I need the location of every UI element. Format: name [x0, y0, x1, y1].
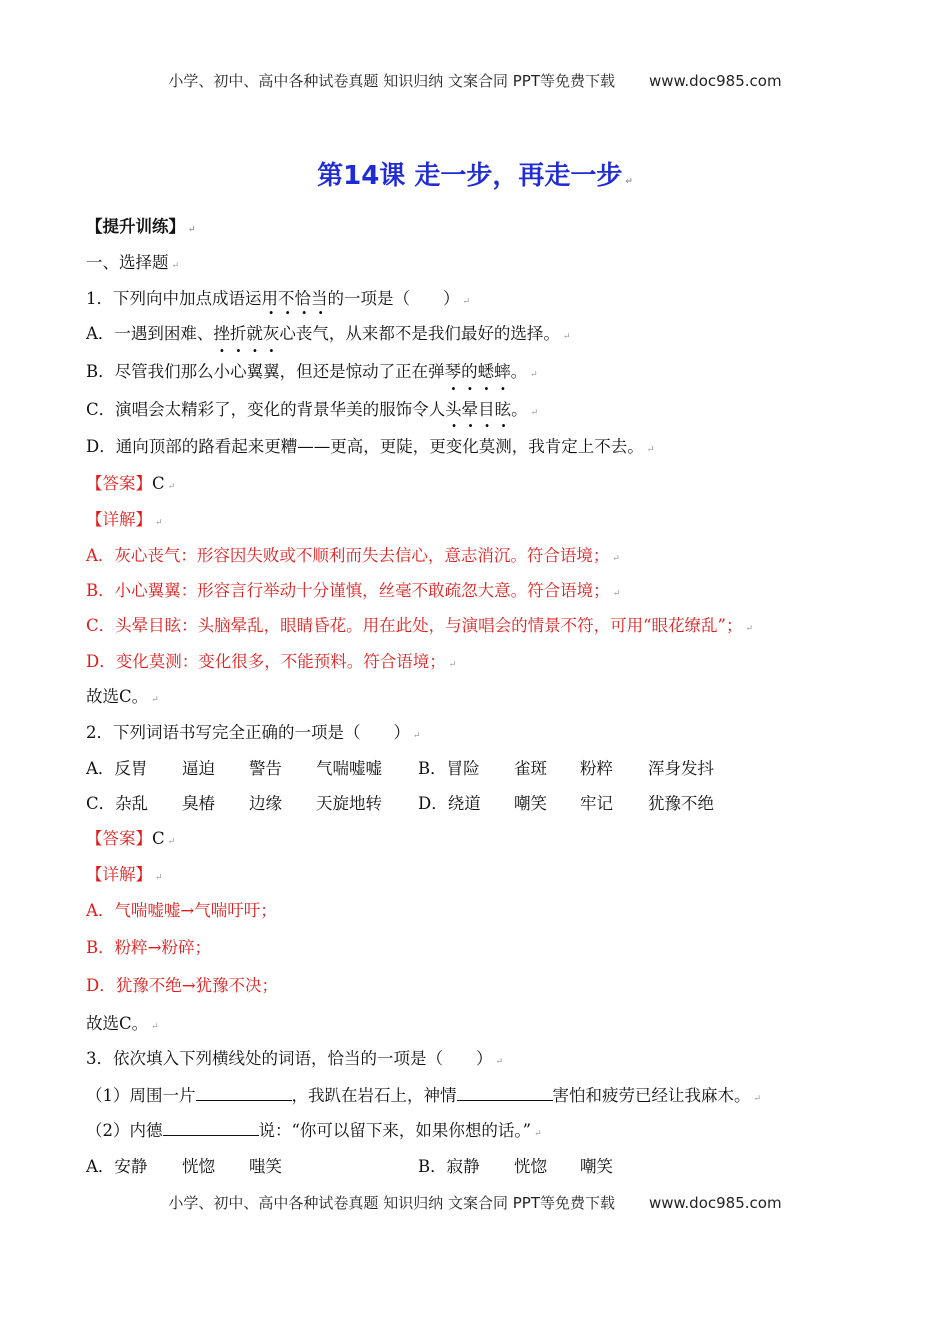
q2-stem-text: 2．下列词语书写完全正确的一项是（ ） — [86, 723, 410, 742]
q3-stem-text: 3．依次填入下列横线处的词语，恰当的一项是（ ） — [86, 1049, 493, 1068]
dotted-char: 心 — [279, 324, 296, 343]
q1-option-c: C．演唱会太精彩了，变化的背景华美的服饰令人头晕目眩。 ↵ — [86, 396, 538, 420]
q2-detail-d — [86, 972, 278, 996]
q1-c-pre: C．演唱会太精彩了，变化的背景华美的服饰令人 — [86, 400, 446, 419]
q1-a-pre: A．一遇到困难、挫折就 — [86, 324, 263, 343]
q2-option-word: 犹豫不绝 — [648, 794, 714, 813]
q3-option-word: 嗤笑 — [249, 1157, 282, 1176]
detail-label-text: 【详解】 — [86, 865, 152, 884]
answer-value: C — [152, 474, 165, 493]
q1-d-pre: D．通向顶部的路看起来更糟——更高，更陡，更 — [86, 437, 446, 456]
part-heading-text: 一、选择题 — [86, 253, 169, 272]
dotted-char: 心 — [230, 362, 247, 381]
dotted-char: 翼 — [246, 362, 264, 381]
detail-text: D．犹豫不绝→犹豫不决； — [86, 976, 279, 995]
detail-label-text: 【详解】 — [86, 510, 152, 529]
dotted-char: 目 — [478, 400, 495, 419]
q2-option-word: 雀斑 — [514, 759, 547, 778]
header-text: 小学、初中、高中各种试卷真题 知识归纳 文案合同 PPT等免费下载 — [168, 72, 615, 90]
detail-text: A．灰心丧气：形容因失败或不顺利而失去信心，意志消沉。符合语境； — [86, 546, 610, 565]
dotted-char: 翼 — [263, 362, 280, 381]
section-heading-text: 【提升训练】 — [86, 217, 185, 236]
q2-option-word: A．反胃 — [86, 759, 148, 778]
dotted-char: 气 — [312, 324, 329, 343]
q3-s1-part: ，我趴在岩石上，神情 — [291, 1086, 457, 1105]
q2-options-row2 — [86, 790, 726, 812]
q2-option-word: D．绕道 — [418, 794, 481, 813]
q2-stem: 2．下列词语书写完全正确的一项是（ ） ↵ — [86, 723, 421, 742]
fill-blank — [163, 1121, 259, 1136]
q2-option-word: 气喘嘘嘘 — [316, 759, 382, 778]
q3-stem: 3．依次填入下列横线处的词语，恰当的一项是（ ） ↵ — [86, 1049, 504, 1068]
q2-detail-label: 【详解】 ↵ — [86, 865, 163, 884]
q2-option-word: 天旋地转 — [316, 794, 382, 813]
q3-option-word: 嘲笑 — [580, 1157, 613, 1176]
q1-stem-text: 1．下列向中加点成语运用不恰当的一项是（ ） — [86, 289, 460, 308]
dotted-char: 莫 — [478, 437, 496, 456]
lesson-title-text: 第14课 走一步，再走一步 — [317, 161, 623, 191]
q3-s2-part: （2）内德 — [86, 1121, 163, 1140]
q1-option-d: D．通向顶部的路看起来更糟——更高，更陡，更变化莫测，我肯定上不去。 ↵ — [86, 433, 654, 457]
answer-label: 【答案】 — [86, 829, 152, 848]
dotted-char: 丧 — [295, 324, 313, 343]
detail-text: A．气喘嘘嘘→气喘吁吁； — [86, 901, 277, 920]
q3-s1-part: （1）周围一片 — [86, 1086, 196, 1105]
q2-option-word: 逼迫 — [182, 759, 215, 778]
q2-detail-b — [86, 934, 211, 958]
q2-option-word: 粉粹 — [580, 759, 613, 778]
q3-option-word: B．寂静 — [418, 1157, 480, 1176]
q2-options-row1 — [86, 755, 726, 777]
q2-conclusion: 故选C。 ↵ — [86, 1014, 159, 1033]
q1-conclusion: 故选C。 ↵ — [86, 687, 159, 706]
q3-s1-part: 害怕和疲劳已经让我麻木。 — [552, 1086, 751, 1105]
dotted-char: 变 — [445, 437, 463, 456]
q1-d-post: ，我肯定上不去。 — [511, 437, 644, 456]
answer-value: C — [152, 829, 165, 848]
q2-option-word: 浑身发抖 — [648, 759, 714, 778]
q1-option-a: A．一遇到困难、挫折就灰心丧气，从来都不是我们最好的选择。 ↵ — [86, 320, 570, 344]
q1-stem: 1．下列向中加点成语运用不恰当的一项是（ ） ↵ — [86, 289, 471, 308]
part-heading: 一、选择题 ↵ — [86, 253, 180, 272]
detail-text: B．小心翼翼：形容言行举动十分谨慎，丝毫不敢疏忽大意。符合语境； — [86, 581, 610, 600]
answer-label: 【答案】 — [86, 474, 152, 493]
q1-answer: 【答案】C ↵ — [86, 474, 176, 493]
detail-text: C．头晕目眩：头脑晕乱，眼睛昏花。用在此处，与演唱会的情景不符，可用“眼花缭乱”； — [86, 616, 743, 635]
dotted-char: 头 — [445, 400, 462, 419]
dotted-char: 化 — [462, 437, 479, 456]
q1-detail-b: B．小心翼翼：形容言行举动十分谨慎，丝毫不敢疏忽大意。符合语境； ↵ — [86, 581, 621, 600]
header-site-link[interactable]: www.doc985.com — [648, 72, 782, 90]
dotted-char: 灰 — [262, 324, 280, 343]
q1-detail-d: D．变化莫测：变化很多，不能预料。符合语境； ↵ — [86, 652, 457, 671]
q3-option-word: 恍惚 — [182, 1157, 215, 1176]
page-header — [0, 70, 950, 91]
detail-text: B．粉粹→粉碎； — [86, 938, 211, 957]
fill-blank — [457, 1086, 553, 1101]
q1-detail-c: C．头晕目眩：头脑晕乱，眼睛昏花。用在此处，与演唱会的情景不符，可用“眼花缭乱”； ↵ — [86, 616, 754, 635]
q1-detail-a: A．灰心丧气：形容因失败或不顺利而失去信心，意志消沉。符合语境； ↵ — [86, 546, 620, 565]
q1-b-post: ，但还是惊动了正在弹琴的蟋蟀。 — [279, 362, 528, 381]
q1-option-b: B．尽管我们那么小心翼翼，但还是惊动了正在弹琴的蟋蟀。 ↵ — [86, 358, 538, 382]
section-heading: 【提升训练】 ↵ — [86, 217, 196, 236]
dotted-char: 测 — [495, 437, 512, 456]
q2-option-word: 嘲笑 — [514, 794, 547, 813]
dotted-char: 小 — [213, 362, 231, 381]
q3-option-word: 恍惚 — [514, 1157, 547, 1176]
q2-option-word: 牢记 — [580, 794, 613, 813]
q3-options-row — [86, 1153, 726, 1175]
q2-option-word: 臭椿 — [182, 794, 215, 813]
q2-option-word: 边缘 — [249, 794, 282, 813]
conclusion-text: 故选C。 — [86, 687, 149, 706]
q3-option-word: A．安静 — [86, 1157, 148, 1176]
q2-answer: 【答案】C ↵ — [86, 829, 176, 848]
q1-b-pre: B．尽管我们那么 — [86, 362, 214, 381]
fill-blank — [196, 1086, 292, 1101]
dotted-char: 眩 — [494, 400, 512, 419]
q1-a-post: ，从来都不是我们最好的选择。 — [328, 324, 560, 343]
q2-option-word: B．冒险 — [418, 759, 480, 778]
lesson-title: 第14课 走一步，再走一步 ↵ — [317, 161, 633, 191]
q2-detail-a — [86, 897, 277, 921]
q1-c-post: 。 — [511, 400, 528, 419]
q2-option-word: 警告 — [249, 759, 282, 778]
footer-site-link[interactable]: www.doc985.com — [648, 1194, 782, 1212]
footer-text: 小学、初中、高中各种试卷真题 知识归纳 文案合同 PPT等免费下载 — [168, 1194, 615, 1212]
page-footer — [0, 1192, 950, 1213]
q1-detail-label: 【详解】 ↵ — [86, 510, 163, 529]
q2-option-word: C．杂乱 — [86, 794, 149, 813]
q3-sentence-1: （1）周围一片 ，我趴在岩石上，神情 害怕和疲劳已经让我麻木。 ↵ — [86, 1086, 762, 1105]
detail-text: D．变化莫测：变化很多，不能预料。符合语境； — [86, 652, 446, 671]
q3-sentence-2: （2）内德 说：“你可以留下来，如果你想的话。” ↵ — [86, 1121, 542, 1140]
conclusion-text: 故选C。 — [86, 1014, 149, 1033]
q3-s2-part: 说：“你可以留下来，如果你想的话。” — [258, 1121, 532, 1140]
dotted-char: 晕 — [461, 400, 479, 419]
